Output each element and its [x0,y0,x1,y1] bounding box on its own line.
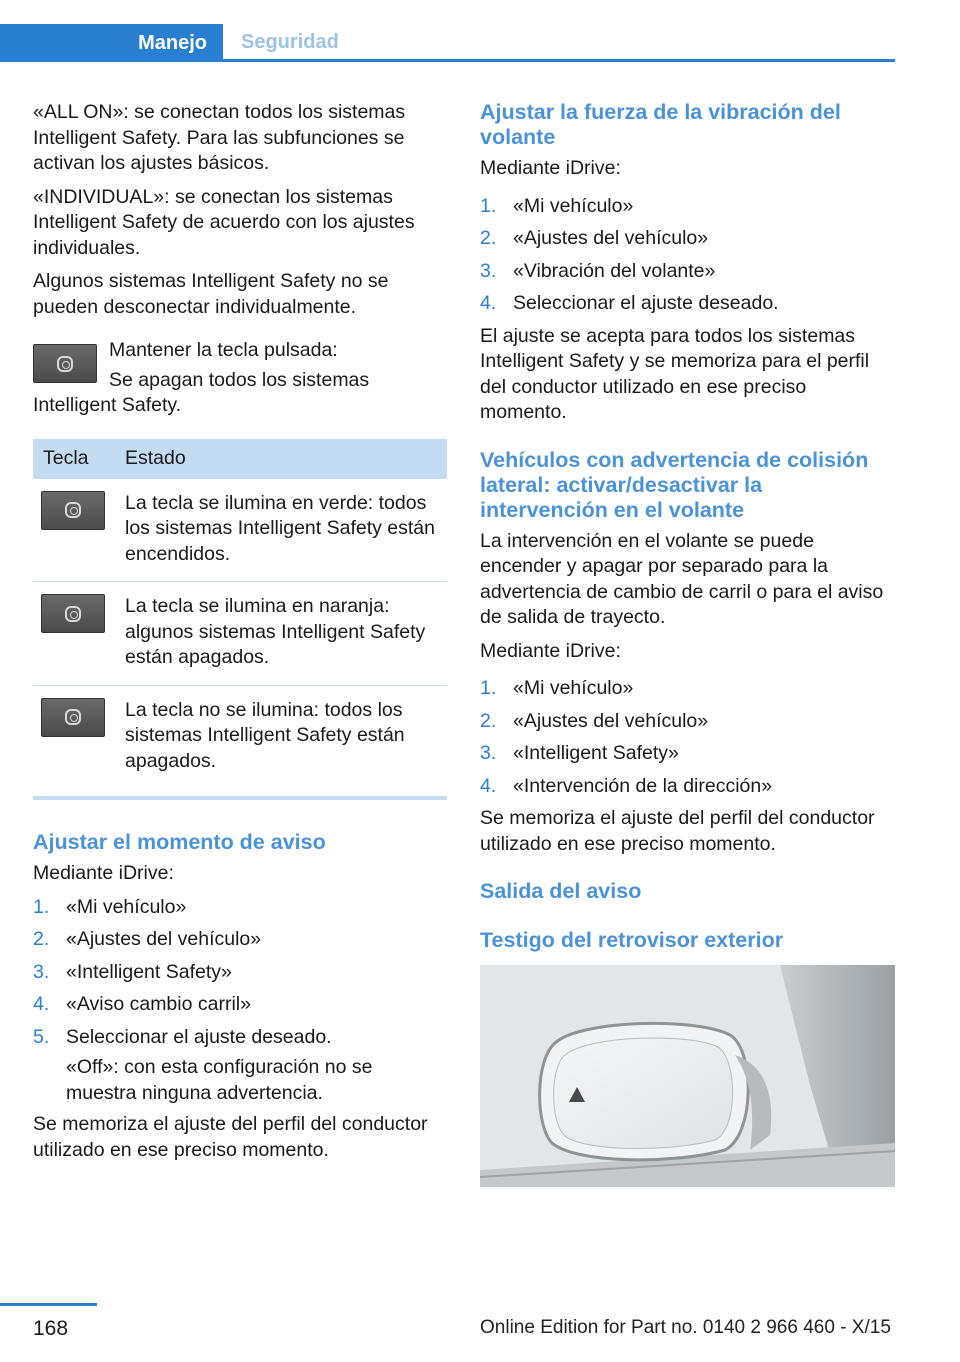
paragraph-note: Algunos sistemas Intelligent Safety no se pueden desconectar individualmente. [33,270,389,318]
step-5-note: «Off»: con esta configuración no se muestra ninguna advertencia. [66,1056,373,1104]
table-row [33,582,447,686]
table-header-tecla: Tecla [33,439,115,479]
footer-rule [0,1303,97,1306]
list-item: 1. «Mi vehículo» [480,677,634,699]
left-column [33,100,447,1171]
steering-intervention-text: La intervención en el volante se puede encender y apagar por separado para la advertencia de cambio de carril o para el aviso de salida de trayecto. [480,529,884,628]
key-line-1: Mantener la tecla pulsada: [109,339,338,361]
steps-list [33,895,447,1051]
section-title-warning-output: Salida del aviso [480,879,642,903]
closing-note: Se memoriza el ajuste del perfil del conductor utilizado en ese preciso momento. [33,1113,428,1161]
mirror-illustration [480,965,895,1187]
list-item: 5. Seleccionar el ajuste deseado. [33,1025,332,1048]
table-cell-status: La tecla se ilumina en verde: todos los sistemas Intelligent Safety están encendidos. [115,479,447,582]
list-item: 4. «Intervención de la dirección» [480,774,773,797]
vibration-closing: El ajuste se acepta para todos los sistemas Intelligent Safety y se memoriza para el perfil del conductor utilizado en ese preciso momento. [480,324,870,423]
side-mirror-image [480,965,895,1187]
key-status-table [33,439,447,801]
list-item: 3. «Intelligent Safety» [33,960,232,983]
header-rule [0,59,895,62]
list-item: 2. «Ajustes del vehículo» [33,928,262,950]
list-item: 4. «Aviso cambio carril» [33,993,251,1015]
table-cell-status: La tecla se ilumina en naranja: algunos sistemas Intelligent Safety están apagados. [115,582,447,686]
table-row [33,685,447,798]
steering-closing: Se memoriza el ajuste del perfil del conductor utilizado en ese preciso momento. [480,807,875,855]
steps-list [480,676,892,799]
list-item: 3. «Intelligent Safety» [480,742,679,764]
safety-key-green-icon [41,491,105,530]
safety-key-icon [33,344,97,383]
section-title-mirror-indicator: Testigo del retrovisor exterior [480,928,784,952]
list-item: 1. «Mi vehículo» [480,194,634,217]
paragraph-individual: «INDIVIDUAL»: se conectan los sistemas Intelligent Safety de acuerdo con los ajustes individuales. [33,185,415,259]
list-item: 4. Seleccionar el ajuste deseado. [480,292,779,314]
tab-manejo[interactable]: Manejo [0,24,223,62]
safety-key-orange-icon [41,594,105,633]
via-idrive: Mediante iDrive: [480,639,621,662]
page-number: 168 [33,1317,69,1340]
right-column [480,100,892,1187]
table-row [33,479,447,582]
edition-line: Online Edition for Part no. 0140 2 966 460 - X/15 [480,1317,891,1338]
section-title-steering-intervention: Vehículos con advertencia de colisión lateral: activar/desactivar la intervención en el volante [480,447,869,522]
table-header-estado: Estado [115,439,447,479]
section-title-vibration: Ajustar la fuerza de la vibración del volante [480,100,841,149]
list-item: 1. «Mi vehículo» [33,895,187,918]
via-idrive: Mediante iDrive: [33,862,174,884]
steps-list [480,194,892,317]
list-item: 3. «Vibración del volante» [480,259,716,282]
list-item: 2. «Ajustes del vehículo» [480,227,709,249]
list-item: 2. «Ajustes del vehículo» [480,709,709,732]
safety-key-off-icon [41,698,105,737]
key-hold-instruction [33,338,447,419]
paragraph-all-on: «ALL ON»: se conectan todos los sistemas Intelligent Safety. Para las subfunciones se activan los ajustes básicos. [33,101,406,174]
via-idrive: Mediante iDrive: [480,157,621,179]
tab-seguridad[interactable]: Seguridad [241,30,339,53]
key-line-2: Se apagan todos los sistemas Intelligent Safety. [33,368,370,416]
top-navigation [0,0,895,62]
section-title-warning-time: Ajustar el momento de aviso [33,830,326,854]
table-cell-status: La tecla no se ilumina: todos los sistemas Intelligent Safety están apagados. [115,685,447,798]
